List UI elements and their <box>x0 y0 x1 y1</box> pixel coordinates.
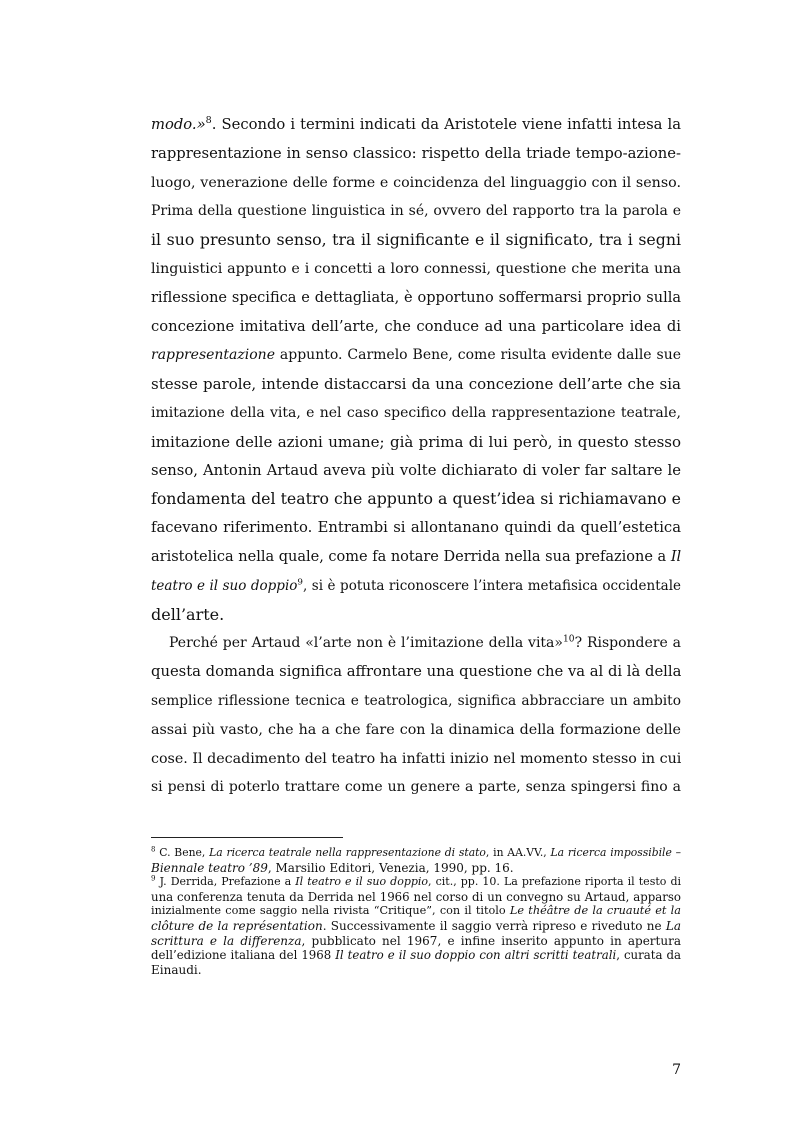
footnote-line: una conferenza tenuta da Derrida nel 1966 nel corso di un convegno su Artaud, apparso <box>151 889 681 904</box>
text-line: Prima della questione linguistica in sé, ovvero del rapporto tra la parola e <box>151 203 681 220</box>
text-line: linguistici appunto e i concetti a loro connessi, questione che merita una <box>151 260 681 277</box>
text-line: Perché per Artaud «l’arte non è l’imitazione della vita»$^{10}$? Rispondere a <box>169 634 681 652</box>
footnote-separator <box>151 837 343 838</box>
body-text <box>151 111 681 802</box>
footnote-ref-8: 8 <box>205 115 212 127</box>
footnote-ref-10: 10 <box>562 634 575 645</box>
text-line: fondamenta del teatro che appunto a quest’idea si richiamavano e <box>151 489 681 509</box>
footnote-8 <box>151 846 681 875</box>
text-line: dell’arte. <box>151 604 225 624</box>
text-line: cose. Il decadimento del teatro ha infatti inizio nel momento stesso in cui <box>151 750 681 767</box>
text-line: facevano riferimento. Entrambi si allontanano quindi da quell’estetica <box>151 519 681 537</box>
text-line: aristotelica nella quale, come fa notare Derrida nella sua prefazione a Il <box>151 548 681 565</box>
footnote-line: dell’edizione italiana del 1968 Il teatro e il suo doppio con altri scritti teatrali, curata da <box>151 948 681 963</box>
footnote-ref-9: 9 <box>297 577 303 588</box>
footnote-line: $^9$ J. Derrida, Prefazione a Il teatro e il suo doppio, cit., pp. 10. La prefazione riporta il testo di <box>151 875 681 889</box>
footnote-line: Biennale teatro ’89, Marsilio Editori, Venezia, 1990, pp. 16. <box>151 860 514 875</box>
text-line: stesse parole, intende distaccarsi da una concezione dell’arte che sia <box>151 375 681 394</box>
text-line: senso, Antonin Artaud aveva più volte dichiarato di voler far saltare le <box>151 461 681 479</box>
text-line: questa domanda significa affrontare una questione che va al di là della <box>151 663 681 681</box>
footnote-line: clôture de la représentation. Successivamente il saggio verrà ripreso e riveduto ne La <box>151 918 681 933</box>
text-line: riflessione specifica e dettagliata, è opportuno soffermarsi proprio sulla <box>151 289 681 306</box>
footnote-9 <box>151 875 681 977</box>
text-line: luogo, venerazione delle forme e coincidenza del linguaggio con il senso. <box>151 174 681 191</box>
text-line: concezione imitativa dell’arte, che conduce ad una particolare idea di <box>151 317 681 335</box>
text-line: si pensi di poterlo trattare come un genere a parte, senza spingersi fino a <box>151 779 681 796</box>
footnote-line: scrittura e la differenza, pubblicato nel 1967, e infine inserito appunto in apertura <box>151 933 681 948</box>
text-line: imitazione della vita, e nel caso specifico della rappresentazione teatrale, <box>151 404 681 421</box>
footnotes <box>151 846 681 977</box>
footnote-number: 8 <box>151 846 156 854</box>
text-line: semplice riflessione tecnica e teatrologica, significa abbracciare un ambito <box>151 692 681 709</box>
text-line: assai più vasto, che ha a che fare con la dinamica della formazione delle <box>151 721 681 738</box>
footnote-line: $^8$ C. Bene, La ricerca teatrale nella rappresentazione di stato, in AA.VV., La ricerca impossibile – <box>151 846 681 859</box>
text-line: il suo presunto senso, tra il significante e il significato, tra i segni <box>151 230 681 250</box>
text-line: imitazione delle azioni umane; già prima di lui però, in questo stesso <box>151 432 681 451</box>
text-line: rappresentazione appunto. Carmelo Bene, come risulta evidente dalle sue <box>151 347 681 364</box>
text-line: teatro e il suo doppio$^9$, si è potuta riconoscere l’intera metafisica occidentale <box>151 577 681 594</box>
page-number: 7 <box>672 1062 681 1078</box>
text-line: rappresentazione in senso classico: rispetto della triade tempo-azione- <box>151 144 681 162</box>
footnote-line: inizialmente come saggio nella rivista “Critique”, con il titolo Le théâtre de la cruauté et la <box>151 904 681 918</box>
text-line: modo.»$^8$. Secondo i termini indicati da Aristotele viene infatti intesa la <box>151 115 681 133</box>
footnote-line: Einaudi. <box>151 962 202 977</box>
footnote-number: 9 <box>151 875 156 883</box>
